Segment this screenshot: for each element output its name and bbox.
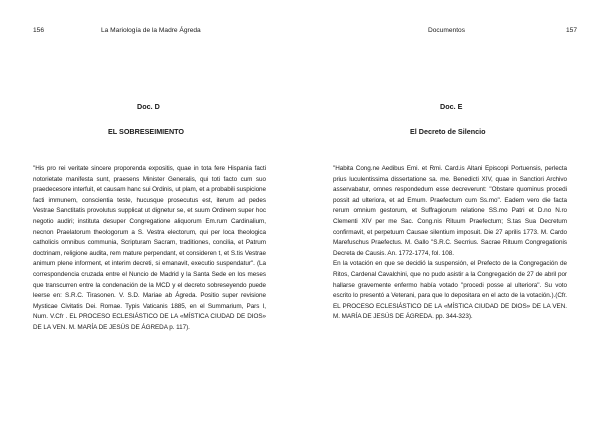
doc-title: El Decreto de Silencio [410, 127, 486, 136]
paragraph: En la votación en que se decidió la suspensión, el Prefecto de la Congregación de Ritos, Cardenal Cavalchini, que no pudo asistir a la Congregación de 27 de abril por hallarse gravemente enfermo había votado "procedi posse al ulteriora". Su voto escrito lo presentó a Veterani, para que lo depositara en el acto de la votación.).(Cfr. EL PROCESO ECLESIÁSTICO DE LA «MÍSTICA CIUDAD DE DIOS» DE LA VEN. M. MARÍA DE JESÚS DE ÁGREDA. pp. 344-323). [333, 260, 567, 321]
doc-title: EL SOBRESEIMIENTO [108, 127, 185, 136]
running-head: Documentos [428, 27, 466, 34]
right-page [300, 0, 600, 423]
page-number: 157 [566, 27, 578, 34]
body-text [333, 164, 567, 323]
running-head: La Mariología de la Madre Ágreda [101, 27, 201, 34]
paragraph: "His pro rei veritate sincere proporenda expositis, quae in tota fere Hispania facti notorietate manifesta sunt, praesens Minister Generalis, qui toti facto cum suo praedecesore interfuit, et causam hanc sui Ordinis, ut plam, et a probabili suspicione facti immunem, conscientia teste, hucusque prosecutus est, iterum ad pedes Vestrae Sanctitatis provolutus supplicat ut dignetur se, et suum Ordinem super hoc negotio audiri; instituta desuper Congregatione aliquorum Em.rum Cardinalium, necnon Praelatorum theologorum a S. Vestra electorum, qui per loca theologica catholicis omnibus communia, Scripturam Sacram, traditiones, concilia, et Patrum doctrinam, religione audita, rem mature perpendant, et consideren t, et S.tis Vestrae animum plene informent, et interim decreti, si emanavit, executio suspendatur". (La correspondencia cruzada entre el Nuncio de Madrid y la Santa Sede en los meses que transcurren entre la condenación de la MCD y el decreto sobreseyendo puede leerse en: S.R.C. Tirasonen. V. S.D. Mariae ab Ágreda. Positio super revisione Mysticae Civitatis Dei. Romae. Typis Vaticanis 1885, en el Summarium, Pars I, Num. V.Cfr . EL PROCESO ECLESIÁSTICO DE LA «MÍSTICA CIUDAD DE DIOS» DE LA VEN. M. MARÍA DE JESÚS DE ÁGREDA p. 117). [33, 165, 267, 331]
body-text [33, 164, 266, 334]
paragraph: "Habita Cong.ne Aedibus Emi. et Rmi. Card.is Altani Episcopi Portuensis, perlecta prius luculentissima dissertatione sa. me. Benedicti XIV, quae in Sanctiori Archivo asservabatur, omnes respondedum esse decreverunt: "Obstare quominus procedi possit ad ulteriora, et ad Emum. Praefectum cum Ss.mo". Eadem vero die facta rerum omnium gestorum, et Suffragiorum relatione SS.mo Patri et D.no N.ro Clementi XIV per me Sac. Cong.nis Rituum Praefectum; S.tas Sua Decretum confirmavit, et perpetuum Causae silentium imposuit. Die 27 aprilis 1773. M. Cardo Marefuschus Praefectus. M. Gallo "S.R.C. Secrrius. Sacrae Rituum Congregationis Decreta de Causis. An. 1772-1774, fol. 108. [333, 165, 567, 257]
doc-label: Doc. D [137, 102, 160, 111]
page-number: 156 [33, 27, 45, 34]
doc-label: Doc. E [440, 102, 463, 111]
